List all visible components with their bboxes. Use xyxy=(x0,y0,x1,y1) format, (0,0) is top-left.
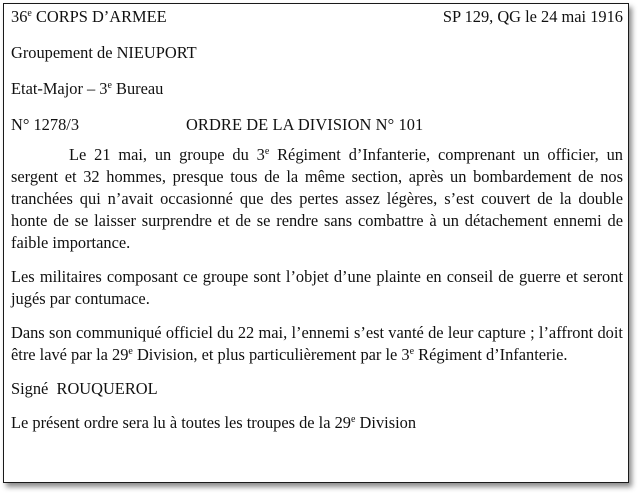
signature-line: Signé ROUQUEROL xyxy=(11,379,158,398)
reference-row xyxy=(11,114,623,136)
groupement-label: Groupement de NIEUPORT xyxy=(11,43,197,62)
etat-major-label: Etat-Major – 3e Bureau xyxy=(11,79,164,98)
footer-instruction: Le présent ordre sera lu à toutes les troupes de la 29e Division xyxy=(11,413,417,432)
division-order-document xyxy=(11,6,623,434)
paragraph-incident: Le 21 mai, un groupe du 3e Régiment d’Infanterie, comprenant un officier, un sergent et 32 hommes, presque tous de la même section, après un bombardement de nos tranchées qui n’avait occasionné que des pertes assez légères, s’est couvert de la double honte de se laisser surprendre et de se rendre sans combattre à un détachement ennemi de faible importance. xyxy=(11,145,623,252)
paragraph-court-martial: Les militaires composant ce groupe sont l’objet d’une plainte en conseil de guerre et seront jugés par contumace. xyxy=(11,267,623,308)
order-title: ORDRE DE LA DIVISION N° 101 xyxy=(186,115,424,134)
header-row xyxy=(11,6,623,28)
order-number: N° 1278/3 xyxy=(11,115,80,134)
sp-place-date: SP 129, QG le 24 mai 1916 xyxy=(442,7,623,26)
paragraph-communique: Dans son communiqué officiel du 22 mai, l’ennemi s’est vanté de leur capture ; l’affront doit être lavé par la 29e Division, et plus particulièrement par le 3e Régiment d’Infanterie. xyxy=(11,323,623,364)
corps-label: 36e CORPS D’ARMEE xyxy=(11,7,167,26)
